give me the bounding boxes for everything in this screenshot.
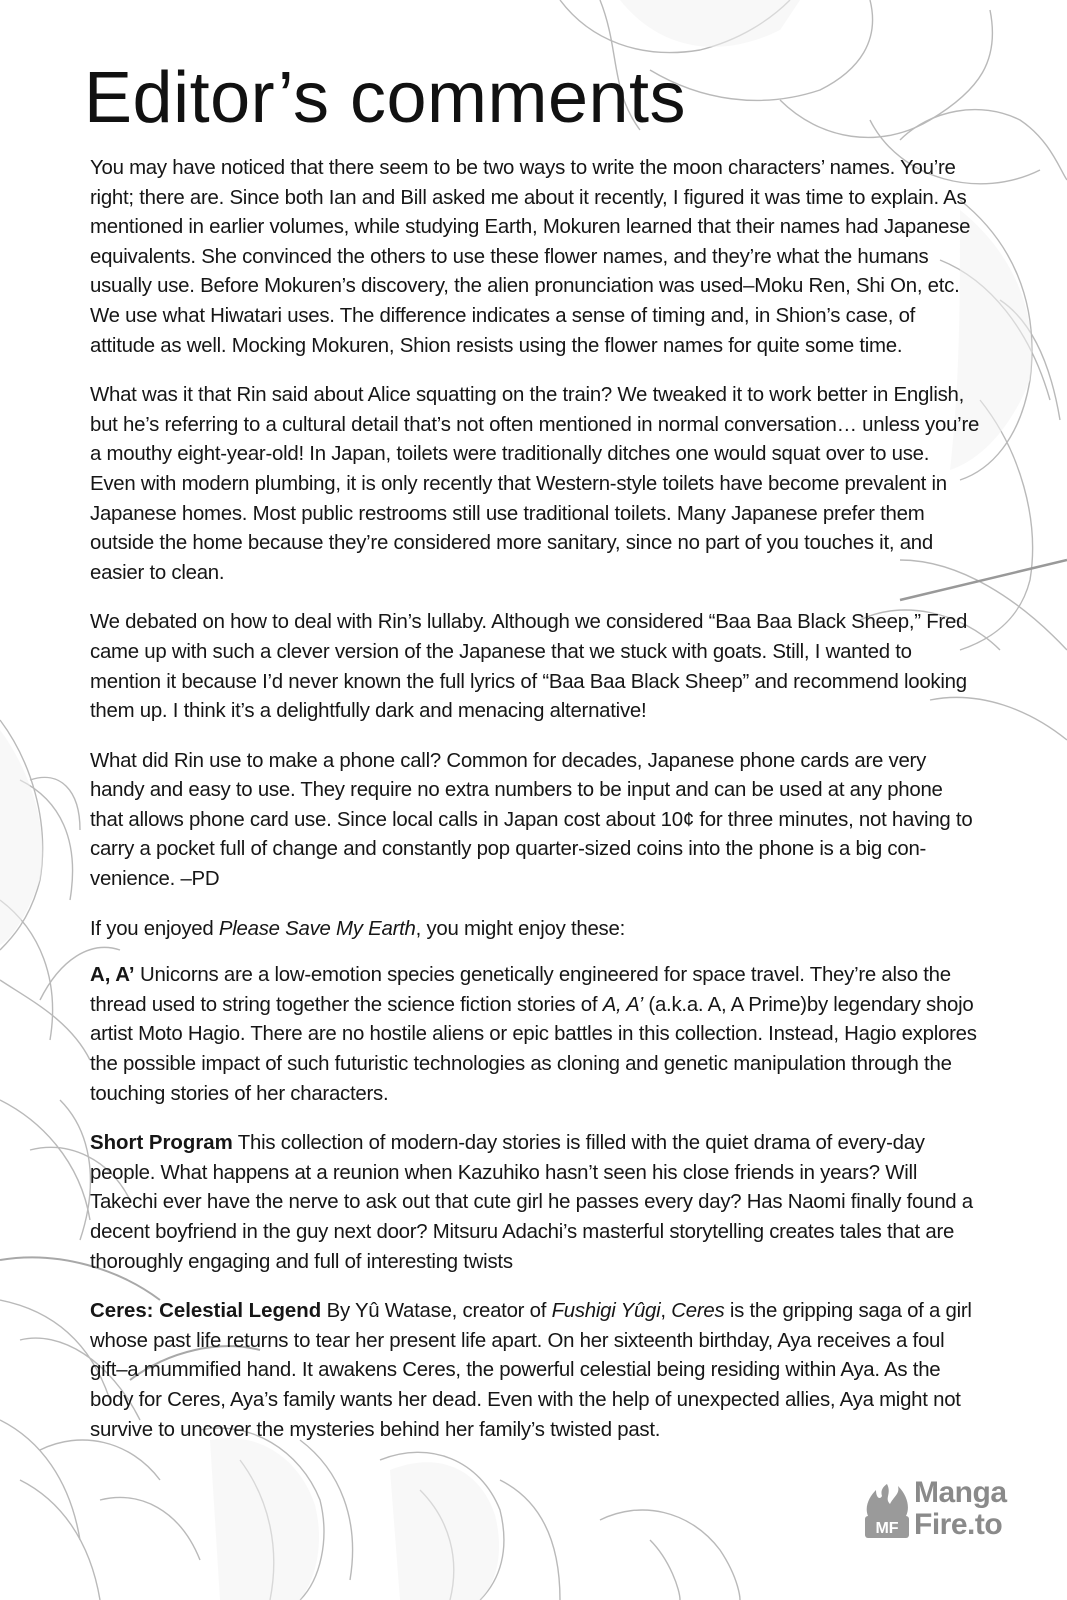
flame-mf-icon xyxy=(862,1482,912,1540)
comment-paragraph-1: You may have noticed that there seem to be two ways to write the moon characters’ names. You’re right; there are. Since both Ian and Bill asked me about it recently, I figured it was time to explain. As mentioned in earlier volumes, while studying Earth, Mokuren learned that their names had Japanese equivalents. She convinced the others to use these flower names, and they’re what the humans usually use. Before Mokuren’s discovery, the alien pronunciation was used–Moku Ren, Shi On, etc. We use what Hiwatari uses. The difference indicates a sense of timing and, in Shion’s case, of attitude as well. Mocking Mokuren, Shion resists using the flower names for quite some time. xyxy=(90,157,971,357)
comment-paragraph-2: What was it that Rin said about Alice squatting on the train? We tweaked it to work better in English, but he’s referring to a cultural detail that’s not often mentioned in normal conversation… unless you’re a mouthy eight-year-old! In Japan, toilets were traditionally ditches one would squat over to use. Even with modern plumbing, it is only recently that Western-style toilets have become prevalent in Japanese homes. Most public restrooms still use traditional toilets. Many Japanese prefer them outside the home because they’re considered more sanitary, since no part of you touches it, and easier to clean. xyxy=(90,384,980,584)
recommend-intro-title: Please Save My Earth xyxy=(218,917,416,940)
page-title: Editor’s comments xyxy=(84,58,687,138)
recommendation-text: By Yû Watase, creator of xyxy=(321,1300,552,1323)
recommend-intro xyxy=(90,915,980,945)
svg-text:MF: MF xyxy=(875,1520,899,1537)
recommendation-italic-title: A, A’ xyxy=(602,993,643,1016)
comment-paragraph-4: What did Rin use to make a phone call? Common for decades, Japanese phone cards are very handy and easy to use. They require no extra numbers to be input and can be used at any phone that allows phone card use. Since local calls in Japan cost about 10¢ for three minutes, not having to carry a pocket full of change and constantly pop quarter-sized coins into the phone is a big con-venience. –PD xyxy=(90,749,973,891)
recommendation-title: Short Program xyxy=(90,1132,233,1155)
recommendation-text: (a.k.a. A, A Prime)by legendary shojo artist Moto Hagio. There are no hostile aliens or epic battles in this collection. Instead, Hagio explores the possible impact of such futuristic technologies as cloning and genetic manipulation through the touching stories of her characters. xyxy=(90,993,977,1105)
recommendation-italic-title: Fushigi Yûgi xyxy=(551,1300,661,1323)
recommendation-text: This collection of modern-day stories is filled with the quiet drama of every-day people. What happens at a reunion when Kazuhiko hasn’t seen his close friends in years? Will Takechi ever have the nerve to ask out that cute girl he passes every day? Has Naomi finally found a decent boyfriend in the guy next door? Mitsuru Adachi’s masterful storytelling creates tales that are thoroughly engaging and full of interesting twists xyxy=(90,1132,973,1273)
article-content xyxy=(84,58,980,1465)
recommendation-italic-title: Ceres xyxy=(671,1300,725,1323)
recommend-intro-after: , you might enjoy these: xyxy=(415,917,625,940)
comment-paragraph-3: We debated on how to deal with Rin’s lullaby. Although we considered “Baa Baa Black Sheep,” Fred came up with such a clever version of the Japanese that we stuck with goats. Still, I wanted to mention it because I’d never known the full lyrics of “Baa Baa Black Sheep” and recommend looking them up. I think it’s a delightfully dark and menacing alternative! xyxy=(90,611,968,723)
recommend-intro-before: If you enjoyed xyxy=(90,917,219,940)
recommendation-title: Ceres: Celestial Legend xyxy=(90,1300,322,1323)
watermark-line-2: Fire.to xyxy=(914,1508,1003,1541)
recommendation-title: A, A’ xyxy=(90,964,135,987)
recommendation-text: Unicorns are a low-emotion species genetically engineered for space travel. They’re also the thread used to string together the science fiction stories of xyxy=(90,964,951,1016)
recommendation-a-a-prime xyxy=(90,961,980,1109)
recommendation-text: is the gripping saga of a girl whose past life returns to tear her present life apart. On her sixteenth birthday, Aya receives a foul gift–a mummified hand. It awakens Ceres, the powerful celestial being residing within Aya. As the body for Ceres, Aya’s family wants her dead. Even with the help of unexpected allies, Aya might not survive to uncover the mysteries behind her family’s twisted past. xyxy=(90,1300,972,1441)
recommendation-short-program xyxy=(90,1129,980,1277)
watermark-line-1: Manga xyxy=(914,1476,1007,1509)
recommendation-text: , xyxy=(660,1300,672,1323)
mangafire-watermark xyxy=(862,1474,1032,1564)
recommendation-ceres xyxy=(90,1297,980,1445)
